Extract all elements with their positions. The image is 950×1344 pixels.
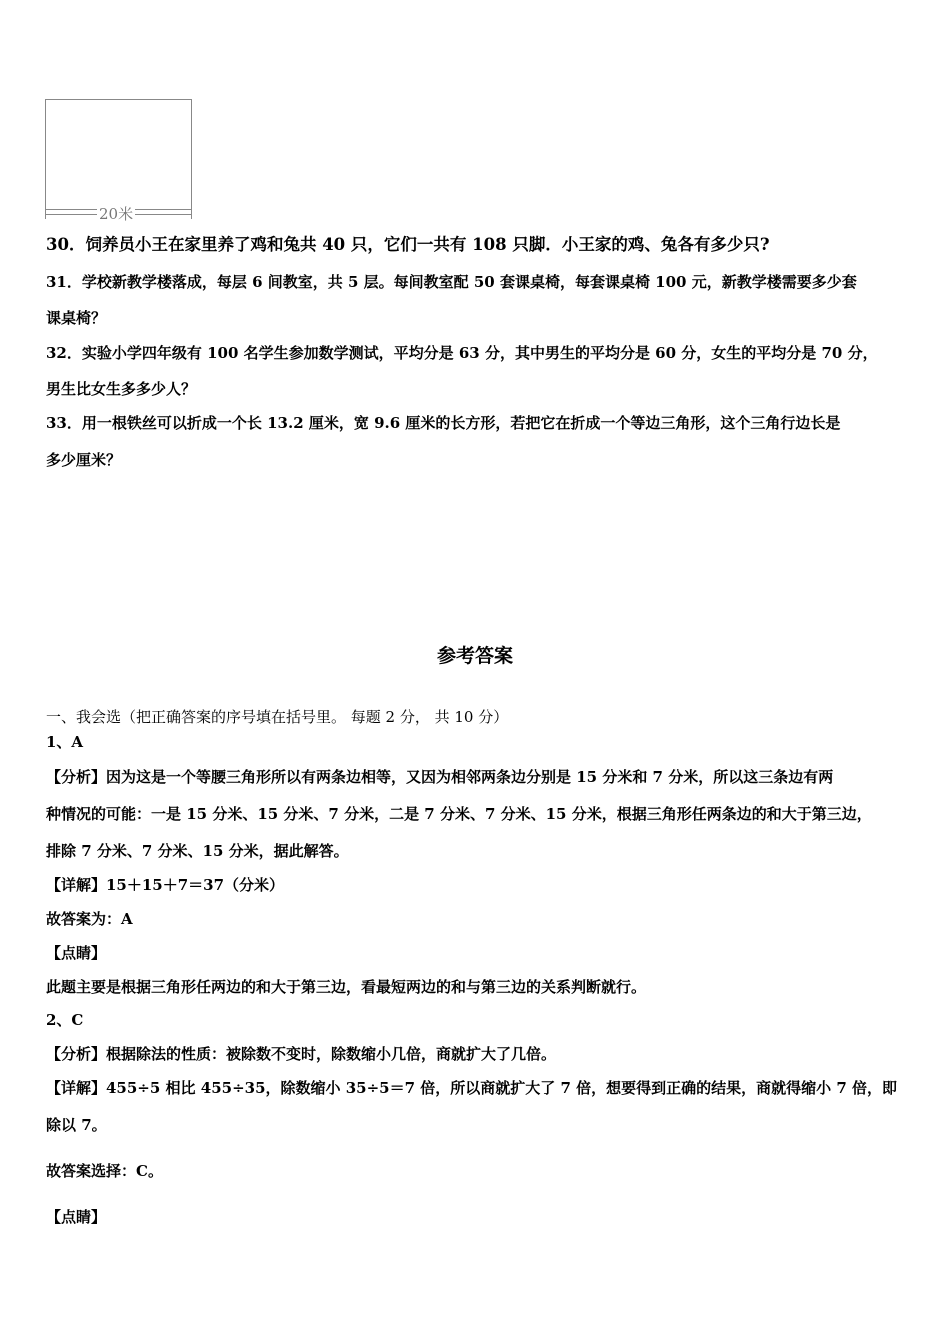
section-1-heading: 一、我会选（把正确答案的序号填在括号里。 每题 2 分， 共 10 分） (46, 708, 509, 726)
answer-1-analysis-line-3: 排除 7 分米、7 分米、15 分米，据此解答。 (46, 842, 349, 860)
answer-key-title: 参考答案 (436, 645, 513, 667)
answer-2-label: 2、C (46, 1011, 84, 1029)
answer-1-analysis-line-2: 种情况的可能：一是 15 分米、15 分米、7 分米，二是 7 分米、7 分米、15 分米，根据三角形任两条边的和大于第三边， (46, 805, 872, 823)
dimension-tick-right (191, 210, 192, 219)
rectangle-shape (45, 99, 192, 210)
question-32-line-2: 男生比女生多多少人？ (46, 380, 197, 398)
question-33-line-2: 多少厘米？ (46, 451, 122, 469)
dimension-tick-left (45, 210, 46, 219)
answer-1-detail: 【详解】15＋15＋7＝37（分米） (46, 876, 285, 894)
answer-2-comment-label: 【点睛】 (46, 1208, 107, 1226)
question-30: 30．饲养员小王在家里养了鸡和兔共 40 只，它们一共有 108 只脚．小王家的鸡、兔各有多少只? (46, 235, 770, 254)
dimension-label: 20米 (99, 205, 134, 223)
answer-2-detail-line-1: 【详解】455÷5 相比 455÷35，除数缩小 35÷5＝7 倍，所以商就扩大了 7 倍，想要得到正确的结果，商就得缩小 7 倍，即 (46, 1079, 898, 1097)
answer-2-analysis: 【分析】根据除法的性质：被除数不变时，除数缩小几倍，商就扩大了几倍。 (46, 1045, 557, 1063)
answer-1-comment-label: 【点睛】 (46, 944, 107, 962)
question-31-line-2: 课桌椅？ (46, 309, 107, 327)
question-33-line-1: 33．用一根铁丝可以折成一个长 13.2 厘米，宽 9.6 厘米的长方形，若把它在折成一个等边三角形，这个三角行边长是 (46, 414, 841, 432)
answer-1-final: 故答案为：A (46, 910, 133, 928)
question-32-line-1: 32．实验小学四年级有 100 名学生参加数学测试，平均分是 63 分，其中男生的平均分是 60 分，女生的平均分是 70 分， (46, 344, 878, 362)
answer-1-analysis-line-1: 【分析】因为这是一个等腰三角形所以有两条边相等，又因为相邻两条边分别是 15 分米和 7 分米，所以这三条边有两 (46, 768, 834, 786)
rectangle-figure (44, 98, 194, 223)
answer-2-final: 故答案选择：C。 (46, 1162, 163, 1180)
answer-1-label: 1、A (46, 733, 84, 751)
answer-2-detail-line-2: 除以 7。 (46, 1116, 107, 1134)
answer-1-comment: 此题主要是根据三角形任两边的和大于第三边，看最短两边的和与第三边的关系判断就行。 (46, 978, 647, 996)
question-31-line-1: 31．学校新教学楼落成，每层 6 间教室，共 5 层。每间教室配 50 套课桌椅，每套课桌椅 100 元，新教学楼需要多少套 (46, 273, 857, 291)
